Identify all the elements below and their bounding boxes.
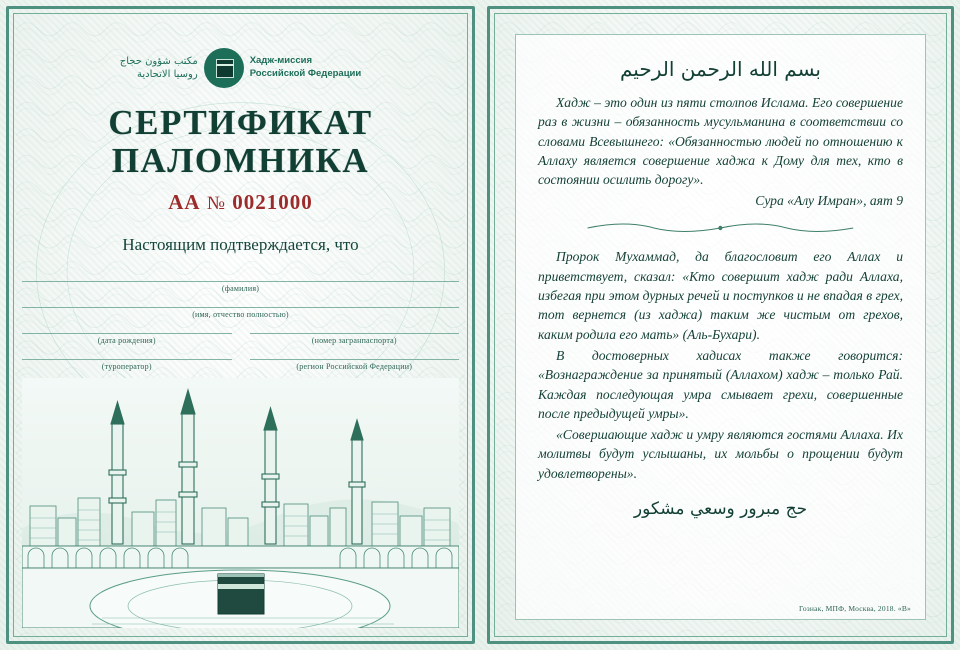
field-name-caption: (имя, отчество полностью) <box>192 309 289 319</box>
basmala-text: بسم الله الرحمن الرحيم <box>619 57 821 81</box>
field-surname[interactable] <box>22 281 459 293</box>
field-passport-line <box>250 333 460 334</box>
field-region-caption: (регион Российской Федерации) <box>296 361 413 371</box>
hadith-quote-1: Пророк Мухаммад, да благословит его Аллах и приветствует, сказал: «Кто совершит хадж ради Аллаха, избегая при этом дурных речей и поступков и не впадая в грех, тот вернется (из хаджа) таким же чистым от грехов, каким родила его мать» (Аль-Бухари). <box>538 249 903 342</box>
field-tour-operator-caption: (туроператор) <box>101 361 152 371</box>
hajj-mission-logo <box>120 46 361 90</box>
field-birth-date[interactable] <box>22 333 232 345</box>
confirm-text: Настоящим подтверждается, что <box>122 234 359 254</box>
quran-quote: Хадж – это один из пяти столпов Ислама. Его совершение раз в жизни – обязанность мусульманина в соответствии со словами Всевышнего: «Обязанностью людей по отношению к Аллаху является совершение хаджа к Дому для тех, кто в состоянии осилить дорогу». <box>538 95 903 188</box>
field-birth-date-line <box>22 333 232 334</box>
field-tour-operator-line <box>22 359 232 360</box>
mecca-skyline-illustration <box>22 378 459 628</box>
serial-number <box>168 190 312 215</box>
fillable-fields <box>22 267 459 371</box>
ornamental-divider <box>578 221 863 233</box>
field-birth-date-caption: (дата рождения) <box>97 335 156 345</box>
quran-attribution: Сура «Алу Имран», аят 9 <box>755 193 903 209</box>
field-passport-caption: (номер загранпаспорта) <box>311 335 397 345</box>
page-title: СЕРТИФИКАТ ПАЛОМНИКА <box>108 103 373 180</box>
hadith-quote-3: «Совершающие хадж и умру являются гостями Аллаха. Их молитвы будут услышаны, их мольбы о прощении будут удовлетворены». <box>538 427 903 481</box>
field-name-line <box>22 307 459 308</box>
printer-imprint: Гознак, МПФ, Москва, 2018. «В» <box>798 604 911 613</box>
field-surname-line <box>22 281 459 282</box>
field-region-line <box>250 359 460 360</box>
field-name-patronymic[interactable] <box>22 307 459 319</box>
serial-digits: 0021000 <box>232 189 313 214</box>
certificate-right-panel <box>481 0 960 650</box>
kaaba-icon <box>204 48 244 88</box>
field-region[interactable] <box>250 359 460 371</box>
field-tour-operator[interactable] <box>22 359 232 371</box>
kaaba-shape <box>218 574 264 614</box>
field-surname-caption: (фамилия) <box>221 283 260 293</box>
serial-no-symbol: № <box>206 192 226 214</box>
logo-arabic-text: مكتب شؤون حجاج روسيا الاتحادية <box>119 55 198 80</box>
logo-russian-text: Хадж-миссия Российской Федерации <box>249 55 362 79</box>
text-block-container <box>515 34 926 620</box>
dua-text: حج مبرور وسعي مشكور <box>633 499 808 520</box>
serial-prefix: АА <box>168 189 201 214</box>
field-passport[interactable] <box>250 333 460 345</box>
hadith-quote-2: В достоверных хадисах также говорится: «Вознаграждение за принятый (Аллахом) хадж – только Рай. Каждая последующая умра смывает грехи, совершенные после предыдущей умры». <box>538 347 903 421</box>
